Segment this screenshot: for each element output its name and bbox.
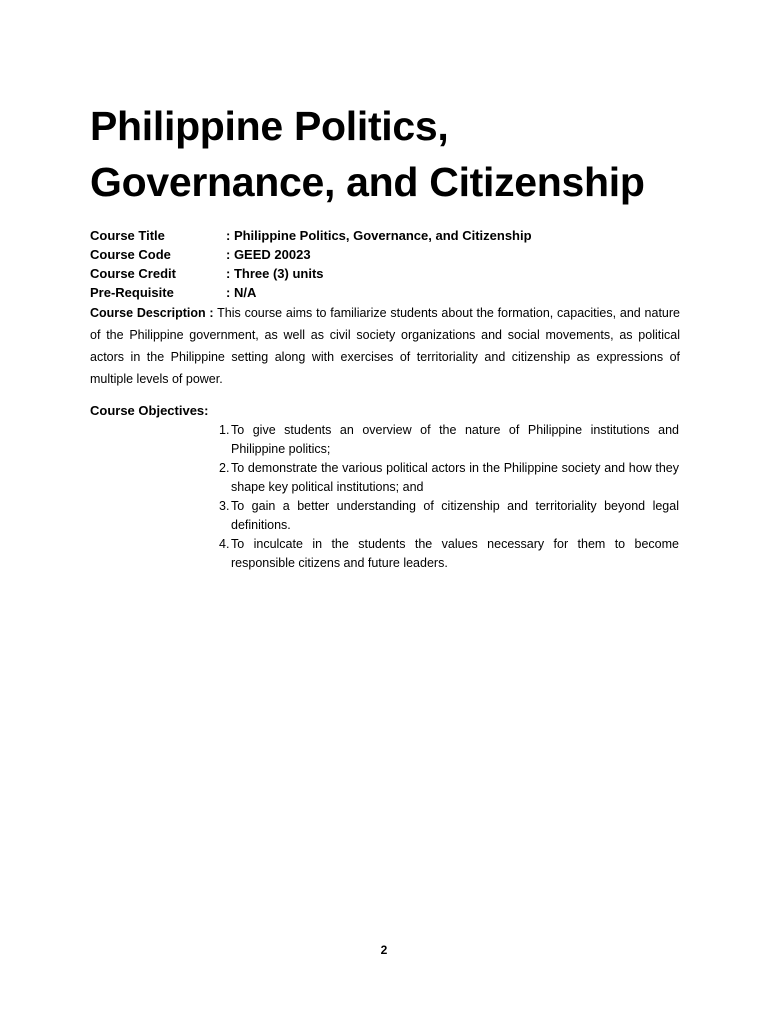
objective-item [219, 421, 679, 459]
course-description [90, 302, 680, 390]
course-description-text: This course aims to familiarize students about the formation, capacities, and nature of the Philippine government, as well as civil society organizations and social movements, as political actors in the Philippine setting along with exercises of territoriality and citizenship as expressions of multiple levels of power. [90, 306, 680, 386]
course-title-row [90, 226, 690, 245]
objective-number: 4. [219, 537, 230, 551]
page-number: 2 [380, 943, 388, 957]
course-info [90, 226, 690, 302]
course-objectives-list [219, 421, 679, 573]
course-description-label: Course Description : [90, 306, 214, 320]
objective-item [219, 497, 679, 535]
course-title-label: Course Title [90, 228, 165, 243]
objective-text: To give students an overview of the nature of Philippine institutions and Philippine politics; [231, 423, 679, 456]
objective-text: To gain a better understanding of citizenship and territoriality beyond legal definitions. [231, 499, 679, 532]
objective-number: 2. [219, 461, 230, 475]
course-title-value: : Philippine Politics, Governance, and Citizenship [226, 228, 532, 243]
course-objectives-heading: Course Objectives: [90, 403, 209, 418]
prerequisite-label: Pre-Requisite [90, 285, 174, 300]
prerequisite-row [90, 283, 690, 302]
prerequisite-value: : N/A [226, 285, 257, 300]
course-code-label: Course Code [90, 247, 171, 262]
course-credit-row [90, 264, 690, 283]
objective-text: To demonstrate the various political actors in the Philippine society and how they shape key political institutions; and [231, 461, 679, 494]
course-code-value: : GEED 20023 [226, 247, 311, 262]
objective-item [219, 459, 679, 497]
objective-number: 3. [219, 499, 230, 513]
course-code-row [90, 245, 690, 264]
objective-item [219, 535, 679, 573]
objective-text: To inculcate in the students the values necessary for them to become responsible citizens and future leaders. [231, 537, 679, 570]
course-credit-label: Course Credit [90, 266, 176, 281]
objective-number: 1. [219, 423, 230, 437]
document-title: Philippine Politics, Governance, and Citizenship [90, 103, 645, 205]
course-credit-value: : Three (3) units [226, 266, 324, 281]
